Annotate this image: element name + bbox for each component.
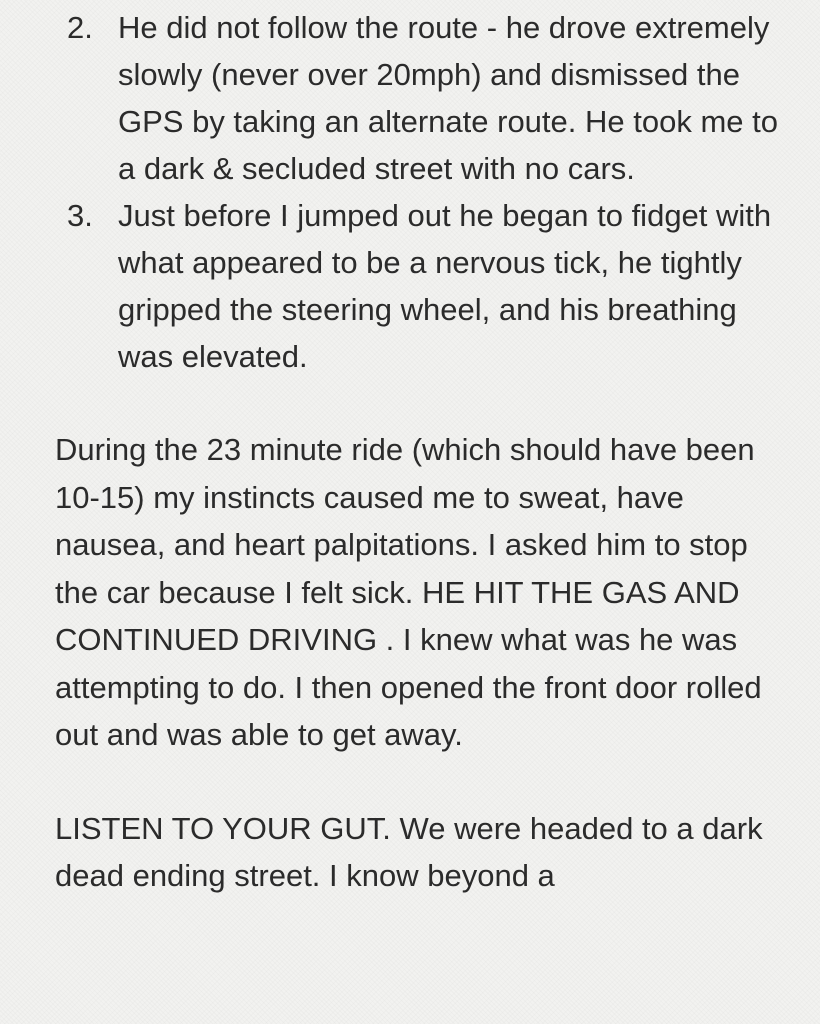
- list-item-number: 2.: [67, 10, 93, 45]
- paragraph-ride-account: During the 23 minute ride (which should have been 10-15) my instincts caused me to sweat, have nausea, and heart palpitations. I asked him to stop the car because I felt sick. HE HIT THE GAS AND CONTINUED DRIVING . I knew what was he was attempting to do. I then opened the front door rolled out and was able to get away.: [55, 432, 762, 752]
- list-item: [0, 192, 820, 380]
- list-item: [0, 4, 820, 192]
- list-item-number: 3.: [67, 198, 93, 233]
- list-item-text: Just before I jumped out he began to fidget with what appeared to be a nervous tick, he tightly gripped the steering wheel, and his breathing was elevated.: [118, 198, 772, 374]
- list-item-text: He did not follow the route - he drove extremely slowly (never over 20mph) and dismissed the GPS by taking an alternate route. He took me to a dark & secluded street with no cars.: [118, 10, 778, 186]
- numbered-list: [0, 4, 820, 380]
- paragraph-listen-to-gut: LISTEN TO YOUR GUT. We were headed to a dark dead ending street. I know beyond a: [55, 810, 763, 893]
